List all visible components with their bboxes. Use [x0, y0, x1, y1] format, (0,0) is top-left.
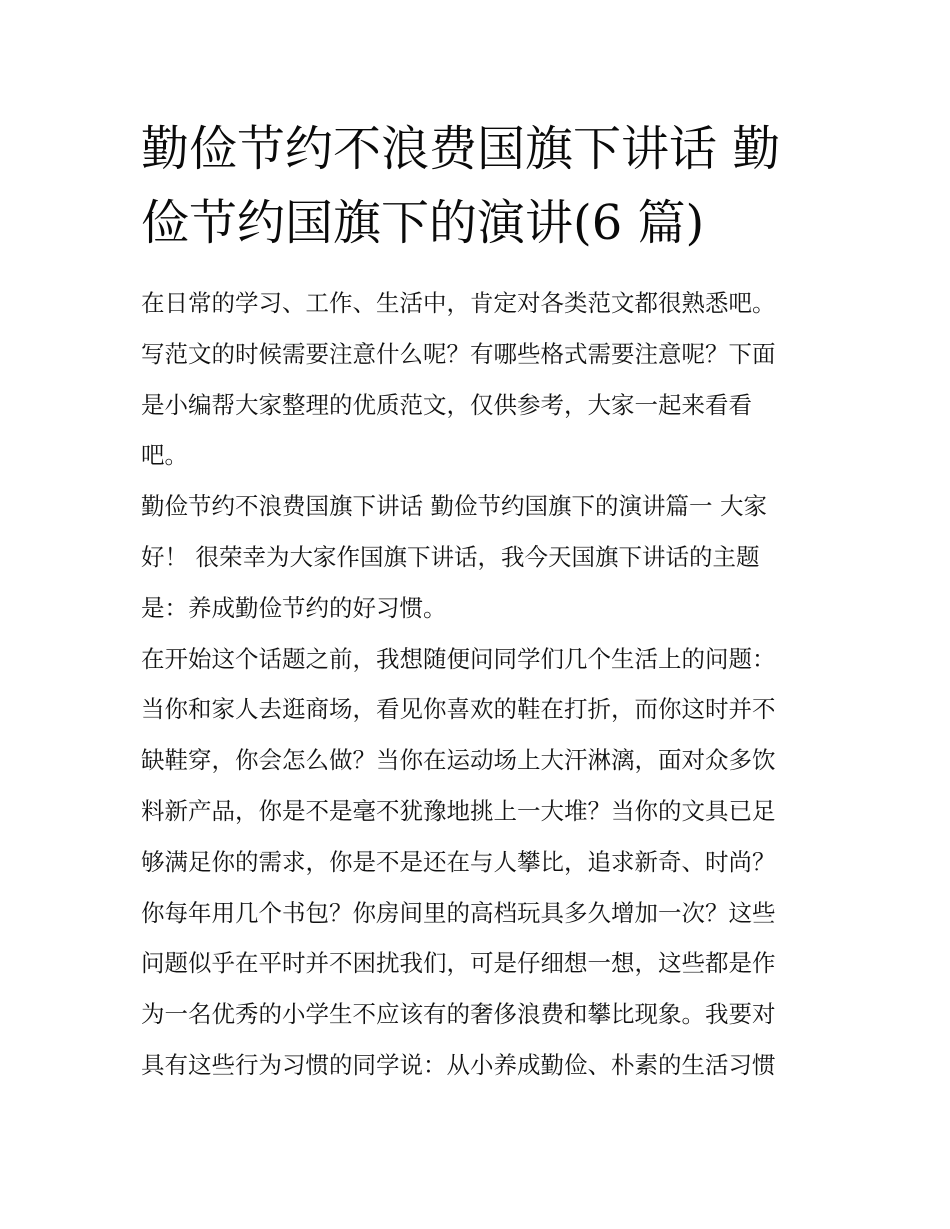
body-line-15: 为一名优秀的小学生不应该有的奢侈浪费和攀比现象。我要对: [141, 1000, 776, 1029]
body-line-4: 吧。: [141, 441, 188, 470]
body-line-13: 你每年用几个书包？你房间里的高档玩具多久增加一次？这些: [141, 898, 776, 927]
body-line-12: 够满足你的需求，你是不是还在与人攀比，追求新奇、时尚？: [141, 847, 776, 876]
body-line-5: 勤俭节约不浪费国旗下讲话 勤俭节约国旗下的演讲篇一 大家: [141, 492, 767, 521]
body-line-1: 在日常的学习、工作、生活中，肯定对各类范文都很熟悉吧。: [141, 289, 776, 317]
body-line-7: 是：养成勤俭节约的好习惯。: [141, 593, 447, 622]
body-line-14: 问题似乎在平时并不困扰我们，可是仔细想一想，这些都是作: [141, 949, 776, 978]
body-line-6: 好！ 很荣幸为大家作国旗下讲话，我今天国旗下讲话的主题: [141, 542, 760, 571]
body-line-8: 在开始这个话题之前，我想随便问同学们几个生活上的问题：: [141, 644, 776, 673]
body-line-16: 具有这些行为习惯的同学说：从小养成勤俭、朴素的生活习惯: [141, 1050, 776, 1079]
body-line-2: 写范文的时候需要注意什么呢？有哪些格式需要注意呢？下面: [141, 339, 776, 368]
body-line-11: 料新产品，你是不是毫不犹豫地挑上一大堆？当你的文具已足: [141, 796, 776, 825]
body-line-3: 是小编帮大家整理的优质范文，仅供参考，大家一起来看看: [141, 390, 752, 419]
title-line-1: 勤俭节约不浪费国旗下讲话 勤: [141, 121, 781, 177]
body-line-9: 当你和家人去逛商场，看见你喜欢的鞋在打折，而你这时并不: [141, 695, 776, 724]
document-body: [141, 278, 831, 1091]
document-title: [141, 112, 821, 260]
body-line-10: 缺鞋穿，你会怎么做？当你在运动场上大汗淋漓，面对众多饮: [141, 746, 776, 775]
title-line-2: 俭节约国旗下的演讲(6 篇): [141, 195, 705, 251]
